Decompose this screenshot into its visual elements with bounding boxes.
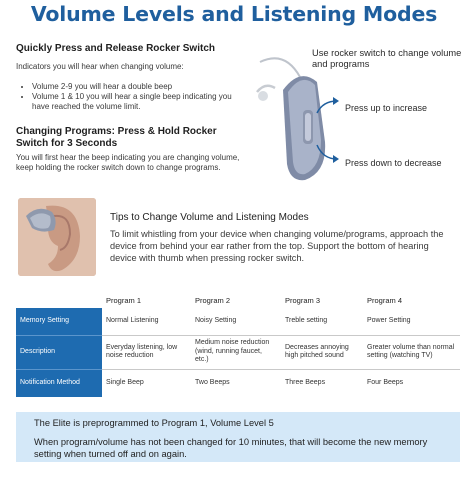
table-cell: Four Beeps	[367, 379, 404, 386]
table-cell: Everyday listening, low noise reduction	[102, 335, 191, 369]
ear-photo	[18, 198, 96, 276]
callout-press-up: Press up to increase	[345, 103, 428, 113]
volume-bullet: • Volume 2-9 you will hear a double beep	[32, 82, 239, 92]
table-cell: Treble setting	[281, 308, 363, 335]
table-header: Program 1	[106, 296, 142, 305]
table-header: Program 3	[285, 296, 321, 305]
row-label: Description	[16, 335, 102, 369]
callout-press-down: Press down to decrease	[345, 158, 442, 168]
row-label: Notification Method	[16, 369, 102, 397]
table-header: Program 2	[195, 296, 231, 305]
table-cell: Greater volume than normal setting (watching TV)	[363, 335, 460, 369]
program-table	[16, 291, 460, 397]
tips-heading: Tips to Change Volume and Listening Modes	[110, 212, 309, 223]
notes-box	[16, 412, 460, 462]
table-cell: Noisy Setting	[191, 308, 281, 335]
volume-bullet-list	[24, 82, 239, 112]
page-title: Volume Levels and Listening Modes	[30, 2, 438, 26]
table-cell: Medium noise reduction (wind, running faucet, etc.)	[191, 335, 281, 369]
callout-rocker: Use rocker switch to change volume and programs	[312, 48, 462, 69]
table-cell: Single Beep	[106, 379, 144, 386]
note-memory-setting: When program/volume has not been changed for 10 minutes, that will become the new memory setting when turned off and on again.	[34, 437, 428, 459]
table-row	[16, 335, 460, 369]
table-header: Program 4	[367, 296, 403, 305]
table-cell: Two Beeps	[195, 379, 230, 386]
row-label: Memory Setting	[16, 308, 102, 335]
table-cell: Decreases annoying high pitched sound	[281, 335, 363, 369]
program-heading: Changing Programs: Press & Hold Rocker Switch for 3 Seconds	[16, 126, 217, 149]
table-cell: Power Setting	[363, 308, 460, 335]
arrow-up-icon	[315, 95, 345, 115]
volume-intro: Indicators you will hear when changing volume:	[16, 62, 184, 71]
volume-bullet: • Volume 1 & 10 you will hear a single beep indicating you have reached the volume limit.	[32, 92, 239, 112]
arrow-down-icon	[315, 143, 345, 165]
note-default-program: The Elite is preprogrammed to Program 1, Volume Level 5	[34, 418, 274, 428]
tips-body: To limit whistling from your device when changing volume/programs, approach the device from behind your ear rather from the top. Support the bottom of hearing device with thumb when pressing rocker switch.	[110, 229, 444, 263]
table-cell: Three Beeps	[285, 379, 326, 386]
table-header	[16, 291, 102, 308]
table-row	[16, 369, 460, 397]
table-header-row	[16, 291, 460, 308]
program-body: You will first hear the beep indicating you are changing volume, keep holding the rocker switch down to change programs.	[16, 153, 240, 172]
volume-heading: Quickly Press and Release Rocker Switch	[16, 43, 215, 54]
table-row	[16, 308, 460, 335]
table-cell: Normal Listening	[102, 308, 191, 335]
